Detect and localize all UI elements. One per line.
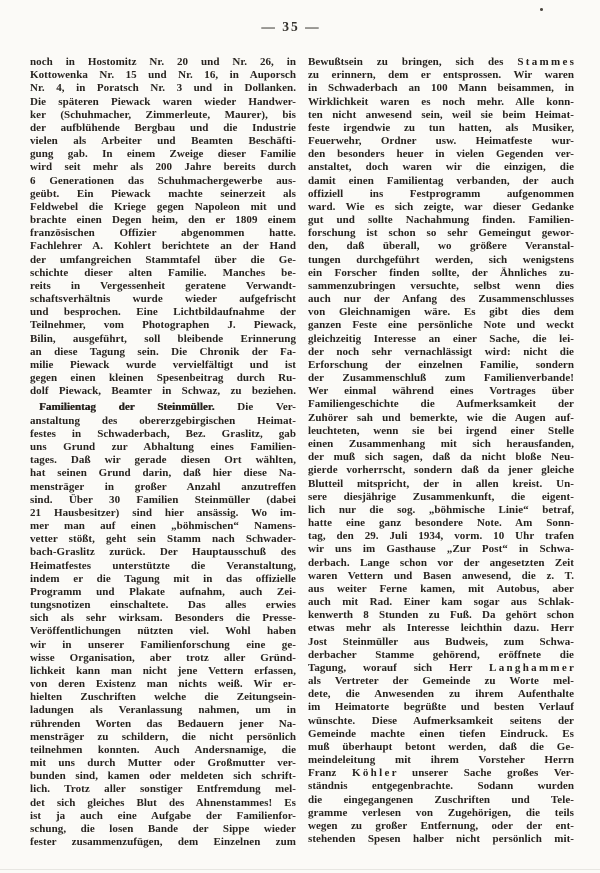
text-line: Teilnehmer, vom Photographen J. Piewack, [30, 319, 296, 332]
text-line: sich als sehr wirksam. Besonders die Presse- [30, 612, 296, 625]
text-line: geübt. Ein Piewack machte seinerzeit als [30, 187, 296, 200]
text-line: bach-Graslitz zurück. Der Hauptausschuß des [30, 546, 296, 559]
text-line: det sich gleiches Blut des Ahnenstammes! Es [30, 796, 296, 809]
text-line: Erforschung der einzelnen Familie, sondern [308, 358, 574, 371]
text-line: lich. Trotz aller sonstiger Entfremdung mel- [30, 783, 296, 796]
right-column [308, 56, 574, 849]
text-line: Heimatfestes unterstützte die Veranstaltung, [30, 559, 296, 572]
paragraph-continuation [308, 56, 574, 846]
text-line: gung gab. In einem Zweige dieser Familie [30, 148, 296, 161]
article-title: Familientag der Steinmüller. [39, 401, 215, 414]
text-line: Kottowenka Nr. 15 und Nr. 16, in Auporsch [30, 69, 296, 82]
text-line: hatte eine ganz besondere Note. Am Sonn- [308, 517, 574, 530]
text-line: ward. Wie es sich zeigte, war dieser Gedanke [308, 200, 574, 213]
text-line: 6 Generationen das Schuhmachergewerbe aus- [30, 174, 296, 187]
text-line: feste irgendwie zu tun hatten, als Musiker, [308, 121, 574, 134]
text-line: 21 Hausbesitzer) sind hier ansässig. Wo im- [30, 506, 296, 519]
text-line: hat seinen Grund darin, daß hier diese Na- [30, 467, 296, 480]
text-line: leuchteten, wenn sie bei irgend einer Stelle [308, 424, 574, 437]
text-line: reits in Vergessenheit geratene Verwandt- [30, 279, 296, 292]
text-line: lichkeit kann man nicht jene Vettern erfassen, [30, 664, 296, 677]
text-line: gleichzeitig Interesse an einer Sache, die lei- [308, 332, 574, 345]
text-line: ladungen als Veranlassung nahmen, um in [30, 704, 296, 717]
text-line: Veröffentlichungen nützten viel. Wohl haben [30, 625, 296, 638]
text-line: aus weiter Ferne kamen, mit Autobus, aber [308, 582, 574, 595]
text-line: wir uns im Gasthause „Zur Post“ in Schwa- [308, 543, 574, 556]
text-line: sind. Über 30 Familien Steinmüller (dabei [30, 493, 296, 506]
text-line: einen Zusammenhang mit sich herausfanden, [308, 437, 574, 450]
text-line: von deren Existenz man nichts weiß. Wir er- [30, 678, 296, 691]
left-column [30, 56, 296, 849]
text-line: der muß sich sagen, daß da nicht bloße Neu- [308, 451, 574, 464]
text-line: wird seit mehr als 200 Jahre bereits durch [30, 161, 296, 174]
article-heading-rest: Die Ver- [237, 401, 296, 414]
text-line: von Gleichnamigen wäre. Es gibt dies dem [308, 306, 574, 319]
article-heading-line [30, 401, 296, 414]
paragraph-steinmueller [30, 415, 296, 850]
text-line: indem er die Tagung mit in das offizielle [30, 572, 296, 585]
text-line: Gemeinde machte einen tiefen Eindruck. Es [308, 727, 574, 740]
text-line: Familiengeschichte die Aufmerksamkeit der [308, 398, 574, 411]
text-line: an diese Tagung sein. Die Chronik der Fa- [30, 345, 296, 358]
text-line: die eingegangenen Zuschriften und Tele- [308, 793, 574, 806]
text-line: Franz K ö h l e r unserer Sache großes Ver- [308, 767, 574, 780]
text-line: der aufblühende Bergbau und die Industrie [30, 121, 296, 134]
text-line: noch in Hostomitz Nr. 20 und Nr. 26, in [30, 56, 296, 68]
text-line: Bilin, ausgeführt, soll bleibende Erinnerung [30, 332, 296, 345]
text-line: Programm und Plakate aufnahm, auch Zei- [30, 585, 296, 598]
text-line: tungen durchgeführt werden, sich wenigstens [308, 253, 574, 266]
text-line: der noch sehr vernachlässigt wird: nicht die [308, 345, 574, 358]
text-line: rührenden Worten das Bedauern jener Na- [30, 717, 296, 730]
text-line: und besprochen. Eine Lichtbildaufnahme der [30, 306, 296, 319]
text-line: mer man auf einen „böhmischen“ Namens- [30, 520, 296, 533]
text-line: mit uns durch Mutter oder Großmutter ver- [30, 757, 296, 770]
text-line: Wer einmal während eines Vortrages über [308, 385, 574, 398]
text-line: derbacher Stamme gehörend, eröffnete die [308, 648, 574, 661]
text-line: ist ja auch eine Aufgabe der Familienfor- [30, 809, 296, 822]
text-line: tungsnotizen einschaltete. Das alles erwies [30, 599, 296, 612]
text-columns [30, 56, 574, 849]
text-line: Feuerwehr, Ordner usw. Heimatfeste wur- [308, 135, 574, 148]
text-line: gegen einen kleinen Spesenbeitrag durch Ru- [30, 372, 296, 385]
text-line: den, daß überall, wo größere Veranstal- [308, 240, 574, 253]
text-line: in Schwaderbach an 100 Mann beisammen, in [308, 82, 574, 95]
text-line: etwas mehr als Interesse leichthin dazu. Herr [308, 622, 574, 635]
text-line: offiziell ins Festprogramm aufgenommen [308, 187, 574, 200]
text-line: gut und sollte Nachahmung finden. Familien- [308, 214, 574, 227]
text-line: Jost Steinmüller aus Budweis, zum Schwa- [308, 635, 574, 648]
text-line: französischen Offizier abgenommen hatte. [30, 227, 296, 240]
text-line: als Vertreter der Gemeinde zu Worte mel- [308, 675, 574, 688]
text-line: mensträger zu schildern, die nicht persönlich [30, 730, 296, 743]
text-line: wir in unserer Familienforschung eine ge- [30, 638, 296, 651]
scan-speck [540, 8, 543, 11]
text-line: schung, die losen Bande der Sippe wieder [30, 822, 296, 835]
text-line: vetter stößt, geht sein Stamm nach Schwader- [30, 533, 296, 546]
text-line: gramme verlesen von Zugehörigen, die teils [308, 806, 574, 819]
text-line: wisse Organisation, aber trotz aller Gründ- [30, 651, 296, 664]
text-line: ständnis entgegenbrachte. Sodann wurden [308, 780, 574, 793]
text-line: wegen zu großer Entfernung, oder der ent- [308, 819, 574, 832]
text-line: Bewußtsein zu bringen, sich des S t a m m e s [308, 56, 574, 68]
text-line: ein Forscher finden sollte, der Ähnliches zu- [308, 266, 574, 279]
text-line: stehenden Spesen halber nicht persönlich mit- [308, 833, 574, 846]
text-line: hielten Zuschriften welche die Zeitungsein- [30, 691, 296, 704]
text-line: wünschte. Diese Aufmerksamkeit seitens der [308, 714, 574, 727]
text-line: ganzen Feste eine persönliche Note und weckt [308, 319, 574, 332]
text-line: muß überhaupt betont werden, daß die Ge- [308, 740, 574, 753]
scan-edge [0, 869, 600, 870]
text-line: ker (Schuhmacher, Zimmerleute, Maurer), bis [30, 108, 296, 121]
text-line: im Heimatorte begrüßte und besten Verlauf [308, 701, 574, 714]
text-line: Wirklichkeit waren es noch mehr. Alle konn- [308, 95, 574, 108]
text-line: forschung ist schon so sehr Gemeingut gewor- [308, 227, 574, 240]
text-line: der umfangreichen Stammtafel über die Ge- [30, 253, 296, 266]
text-line: fester zusammenzufügen, dem Einzelnen zum [30, 836, 296, 849]
text-line: schichte dieser alten Familie. Manches be- [30, 266, 296, 279]
text-line: meindeleitung mit ihrem Vorsteher Herrn [308, 754, 574, 767]
text-line: kenwerth 8 Stunden zu Fuß. Da gehört schon [308, 609, 574, 622]
text-line: Nr. 4, in Poratsch Nr. 3 und in Dollanken. [30, 82, 296, 95]
text-line: milie Piewack wurde vervielfältigt und ist [30, 358, 296, 371]
text-line: vielen als Arbeiter und Beamten Beschäfti- [30, 135, 296, 148]
text-line: tages. Daß wir gerade diesen Ort wählten, [30, 454, 296, 467]
text-line: sere diesjährige Zusammenkunft, die eigent- [308, 490, 574, 503]
text-line: teilnehmen konnten. Auch Andersnamige, die [30, 743, 296, 756]
text-line: derbach. Lange schon vor der angesetzten Zeit [308, 556, 574, 569]
text-line: anstaltung des obererzgebirgischen Heimat- [30, 414, 296, 427]
page-number: — 35 — [261, 19, 321, 34]
text-line: ten nicht anwesend sein, weil sie beim Heimat- [308, 108, 574, 121]
text-line: Die späteren Piewack waren wieder Handwer- [30, 95, 296, 108]
text-line: Feldwebel die Kriege gegen Napoleon mit und [30, 200, 296, 213]
text-line: gierde vorherrscht, sondern daß da jener gleiche [308, 464, 574, 477]
text-line: auch nur der Anfang des Zusammenschlusses [308, 293, 574, 306]
text-line: schaftsverhältnis wurde wieder aufgefrischt [30, 293, 296, 306]
text-line: Blutteil mitspricht, der in allen kreist. Un- [308, 477, 574, 490]
text-line: Tagung, worauf sich Herr L a n g h a m m e r [308, 661, 574, 674]
text-line: dolf Piewack, Beamter in Schwaz, zu beziehen. [30, 385, 296, 398]
text-line: mensträger in großer Anzahl anzutreffen [30, 480, 296, 493]
paragraph-piewack-continuation [30, 56, 296, 398]
text-line: brachte einen Degen heim, den er 1809 einem [30, 214, 296, 227]
text-line: uns Grund zur Abhaltung eines Familien- [30, 440, 296, 453]
text-line: bunden sind, kamen oder meldeten sich schrift- [30, 770, 296, 783]
text-line: festes in Schwaderbach, Bez. Graslitz, gab [30, 427, 296, 440]
text-line: den besonders heuer in vielen Gegenden ver- [308, 148, 574, 161]
text-line: waren Vettern und Basen anwesend, die z. T. [308, 569, 574, 582]
text-line: dete, die Anwesenden zu ihrem Aufenthalte [308, 688, 574, 701]
text-line: tag, den 29. Juli 1934, vorm. 10 Uhr trafen [308, 530, 574, 543]
text-line: Zuhörer sah und bemerkte, wie die Augen auf- [308, 411, 574, 424]
text-line: lich nur die sog. „böhmische Linie“ betraf, [308, 503, 574, 516]
text-line: damit einen Familientag verbanden, der auch [308, 174, 574, 187]
text-line: anstaltet, doch waren wir die einzigen, die [308, 161, 574, 174]
text-line: sammenzubringen versuchte, selbst wenn dies [308, 279, 574, 292]
text-line: Fachlehrer A. Kohlert berichtete an der Hand [30, 240, 296, 253]
text-line: zu erinnern, dem er entsprossen. Wir waren [308, 69, 574, 82]
text-line: der Zusammenschluß zum Familienverbande! [308, 372, 574, 385]
text-line: auch mit Rad. Einer kam sogar aus Schlak- [308, 596, 574, 609]
